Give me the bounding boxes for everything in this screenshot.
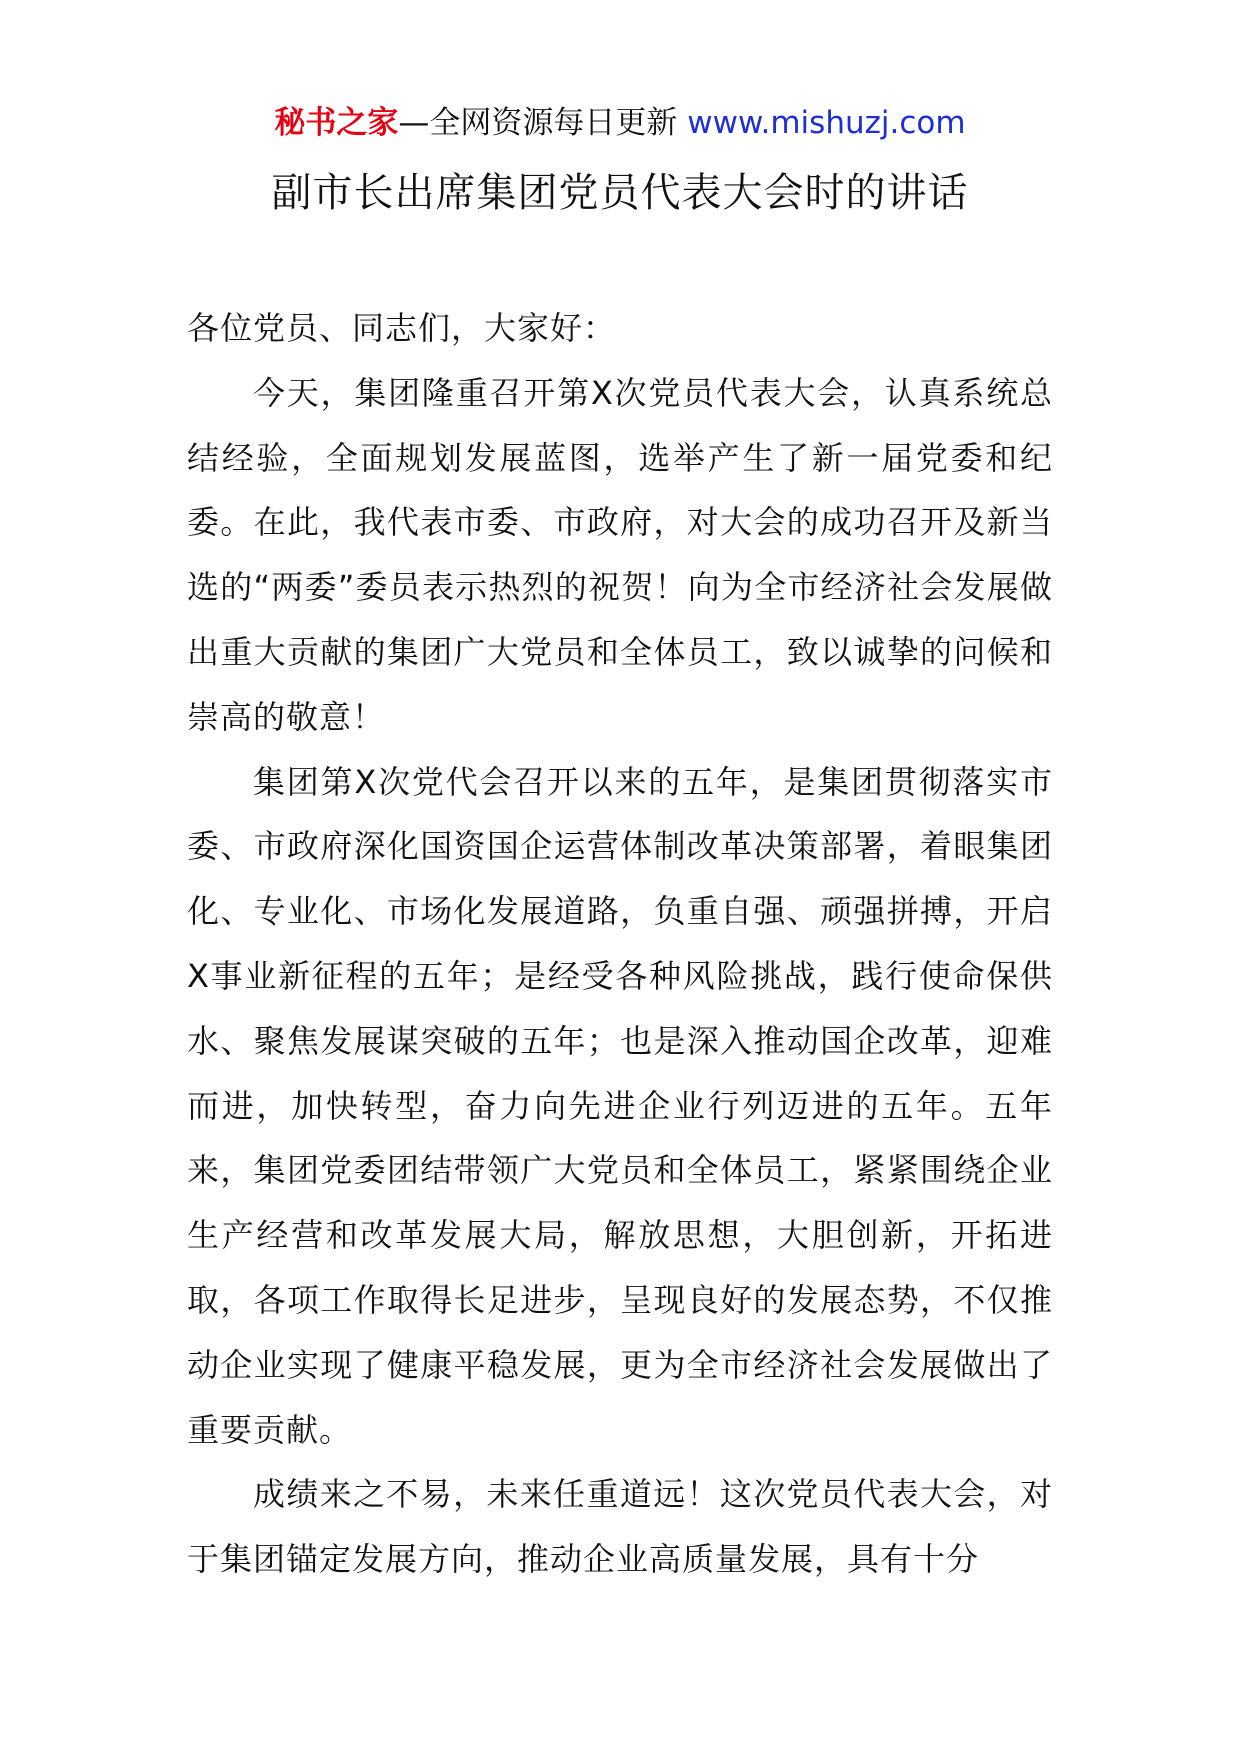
document-body (187, 296, 1053, 1592)
brand-name: 秘书之家 (274, 105, 399, 141)
site-header (0, 103, 1240, 143)
paragraph-1: 今天，集团隆重召开第X次党员代表大会，认真系统总结经验，全面规划发展蓝图，选举产生了新一届党委和纪委。在此，我代表市委、市政府，对大会的成功召开及新当选的“两委”委员表示热烈的祝贺！向为全市经济社会发展做出重大贡献的集团广大党员和全体员工，致以诚挚的问候和崇高的敬意！ (187, 373, 1053, 736)
document-title: 副市长出席集团党员代表大会时的讲话 (271, 170, 969, 216)
paragraph-3: 成绩来之不易，未来任重道远！这次党员代表大会，对于集团锚定发展方向，推动企业高质量发展，具有十分 (187, 1475, 1053, 1579)
salutation: 各位党员、同志们，大家好： (187, 309, 617, 347)
site-url-link[interactable]: www.mishuzj.com (687, 105, 966, 141)
site-slogan: —全网资源每日更新 (398, 105, 688, 141)
paragraph-2: 集团第X次党代会召开以来的五年，是集团贯彻落实市委、市政府深化国资国企运营体制改革决策部署，着眼集团化、专业化、市场化发展道路，负重自强、顽强拼搏，开启X事业新征程的五年；是经受各种风险挑战，践行使命保供水、聚焦发展谋突破的五年；也是深入推动国企改革，迎难而进，加快转型，奋力向先进企业行列迈进的五年。五年来，集团党委团结带领广大党员和全体员工，紧紧围绕企业生产经营和改革发展大局，解放思想，大胆创新，开拓进取，各项工作取得长足进步，呈现良好的发展态势，不仅推动企业实现了健康平稳发展，更为全市经济社会发展做出了重要贡献。 (187, 762, 1053, 1449)
